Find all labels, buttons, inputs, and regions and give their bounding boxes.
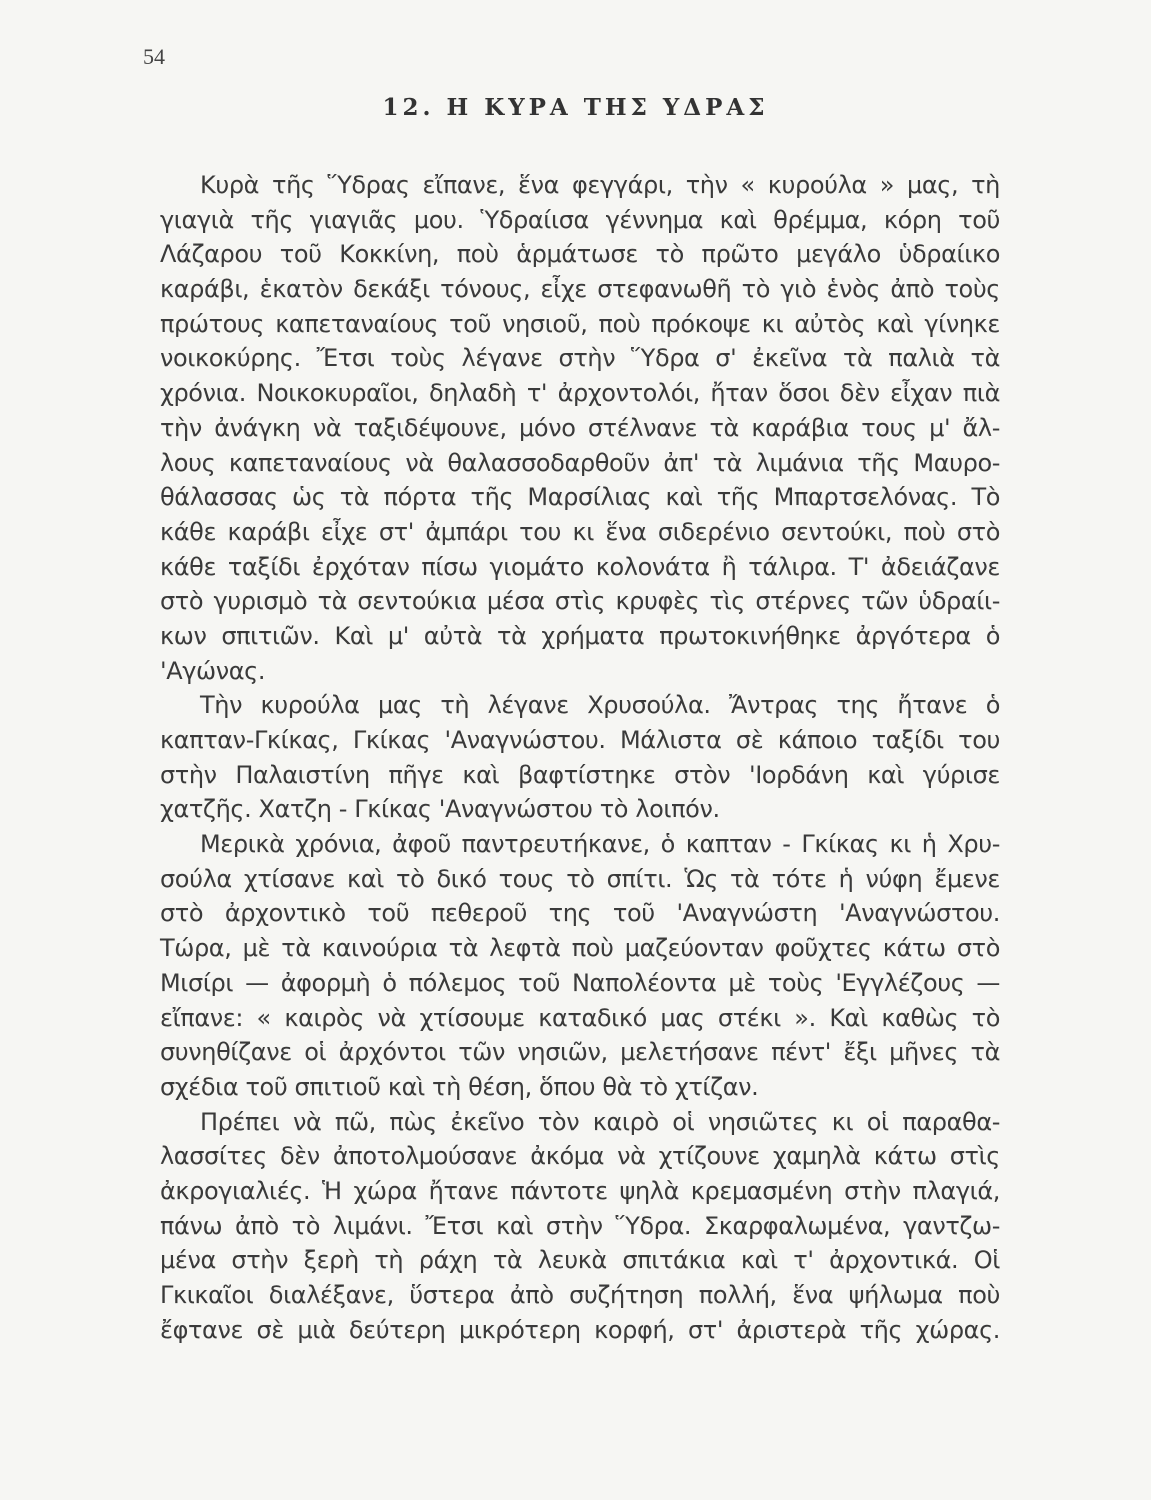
text-line: λασσίτες δὲν ἀποτολμούσανε ἀκόμα νὰ χτίζουνε χαμηλὰ κάτω στὶς <box>160 1142 1000 1171</box>
text-line: τὴν ἀνάγκη νὰ ταξιδέψουνε, μόνο στέλνανε τὰ καράβια τους μ' ἄλ- <box>160 413 1000 442</box>
text-line: νοικοκύρης. Ἔτσι τοὺς λέγανε στὴν Ὕδρα σ' ἐκεῖνα τὰ παλιὰ τὰ <box>160 344 1000 373</box>
text-line: ἀκρογιαλιές. Ἡ χώρα ἤτανε πάντοτε ψηλὰ κρεμασμένη στὴν πλαγιά, <box>160 1176 1000 1205</box>
text-line: Πρέπει νὰ πῶ, πὼς ἐκεῖνο τὸν καιρὸ οἱ νησιῶτες κι οἱ παραθα- <box>200 1107 1000 1136</box>
text-line: συνηθίζανε οἱ ἀρχόντοι τῶν νησιῶν, μελετήσανε πέντ' ἔξι μῆνες τὰ <box>160 1038 1000 1067</box>
text-line: πρώτους καπεταναίους τοῦ νησιοῦ, ποὺ πρόκοψε κι αὐτὸς καὶ γίνηκε <box>160 309 1000 338</box>
text-line: στὸ γυρισμὸ τὰ σεντούκια μέσα στὶς κρυφὲς τὶς στέρνες τῶν ὑδραίι- <box>160 587 1000 616</box>
text-line: 'Αγώνας. <box>160 656 266 685</box>
text-line: στὴν Παλαιστίνη πῆγε καὶ βαφτίστηκε στὸν 'Ιορδάνη καὶ γύρισε <box>160 760 1000 789</box>
text-line: κάθε ταξίδι ἐρχόταν πίσω γιομάτο κολονάτα ἢ τάλιρα. Τ' ἀδειάζανε <box>160 552 1000 581</box>
text-line: Μισίρι — ἀφορμὴ ὁ πόλεμος τοῦ Ναπολέοντα μὲ τοὺς 'Εγγλέζους — <box>160 968 1000 997</box>
text-line: σχέδια τοῦ σπιτιοῦ καὶ τὴ θέση, ὅπου θὰ τὸ χτίζαν. <box>160 1072 759 1101</box>
text-line: χρόνια. Νοικοκυραῖοι, δηλαδὴ τ' ἀρχοντολόι, ἤταν ὅσοι δὲν εἶχαν πιὰ <box>160 379 1000 408</box>
text-line: καράβι, ἑκατὸν δεκάξι τόνους, εἶχε στεφανωθῆ τὸ γιὸ ἑνὸς ἀπὸ τοὺς <box>160 275 1000 304</box>
text-line: Τώρα, μὲ τὰ καινούρια τὰ λεφτὰ ποὺ μαζεύονταν φοῦχτες κάτω στὸ <box>160 934 1000 963</box>
text-line: Μερικὰ χρόνια, ἀφοῦ παντρευτήκανε, ὁ καπταν - Γκίκας κι ἡ Χρυ- <box>200 830 1000 859</box>
text-line: κων σπιτιῶν. Καὶ μ' αὐτὰ τὰ χρήματα πρωτοκινήθηκε ἀργότερα ὁ <box>160 621 1000 650</box>
text-line: καπταν-Γκίκας, Γκίκας 'Αναγνώστου. Μάλιστα σὲ κάποιο ταξίδι του <box>160 726 1000 754</box>
text-line: Λάζαρου τοῦ Κοκκίνη, ποὺ ἁρμάτωσε τὸ πρῶτο μεγάλο ὑδραίικο <box>160 240 1000 269</box>
text-line: Κυρὰ τῆς Ὕδρας εἴπανε, ἕνα φεγγάρι, τὴν « κυρούλα » μας, τὴ <box>200 171 1000 199</box>
text-line: μένα στὴν ξερὴ τὴ ράχη τὰ λευκὰ σπιτάκια καὶ τ' ἀρχοντικά. Οἱ <box>160 1246 1000 1275</box>
text-line: λους καπεταναίους νὰ θαλασσοδαρθοῦν ἀπ' τὰ λιμάνια τῆς Μαυρο- <box>160 448 1000 477</box>
text-line: στὸ ἀρχοντικὸ τοῦ πεθεροῦ της τοῦ 'Αναγνώστη 'Αναγνώστου. <box>160 899 1000 928</box>
text-line: θάλασσας ὡς τὰ πόρτα τῆς Μαρσίλιας καὶ τῆς Μπαρτσελόνας. Τὸ <box>160 483 1000 512</box>
text-line: εἴπανε: « καιρὸς νὰ χτίσουμε καταδικό μας στέκι ». Καὶ καθὼς τὸ <box>160 1003 1000 1032</box>
text-line: πάνω ἀπὸ τὸ λιμάνι. Ἔτσι καὶ στὴν Ὕδρα. Σκαρφαλωμένα, γαντζω- <box>160 1211 1000 1240</box>
body-text <box>160 168 1000 1347</box>
text-line: χατζῆς. Χατζη - Γκίκας 'Αναγνώστου τὸ λοιπόν. <box>160 795 720 824</box>
text-line: γιαγιὰ τῆς γιαγιᾶς μου. Ὑδραίισα γέννημα καὶ θρέμμα, κόρη τοῦ <box>160 205 1000 234</box>
text-line: σούλα χτίσανε καὶ τὸ δικό τους τὸ σπίτι. Ὡς τὰ τότε ἡ νύφη ἔμενε <box>160 864 1000 893</box>
page-number: 54 <box>143 44 165 69</box>
text-line: κάθε καράβι εἶχε στ' ἀμπάρι του κι ἕνα σιδερένιο σεντούκι, ποὺ στὸ <box>160 517 1000 546</box>
text-line: ἔφτανε σὲ μιὰ δεύτερη μικρότερη κορφή, στ' ἀριστερὰ τῆς χώρας. <box>160 1315 1000 1344</box>
text-line: Τὴν κυρούλα μας τὴ λέγανε Χρυσούλα. Ἄντρας της ἤτανε ὁ <box>200 691 1000 720</box>
text-line: Γκικαῖοι διαλέξανε, ὕστερα ἀπὸ συζήτηση πολλή, ἕνα ψήλωμα ποὺ <box>160 1281 1000 1309</box>
chapter-title: 12. Η ΚΥΡΑ ΤΗΣ ΥΔΡΑΣ <box>382 94 769 121</box>
